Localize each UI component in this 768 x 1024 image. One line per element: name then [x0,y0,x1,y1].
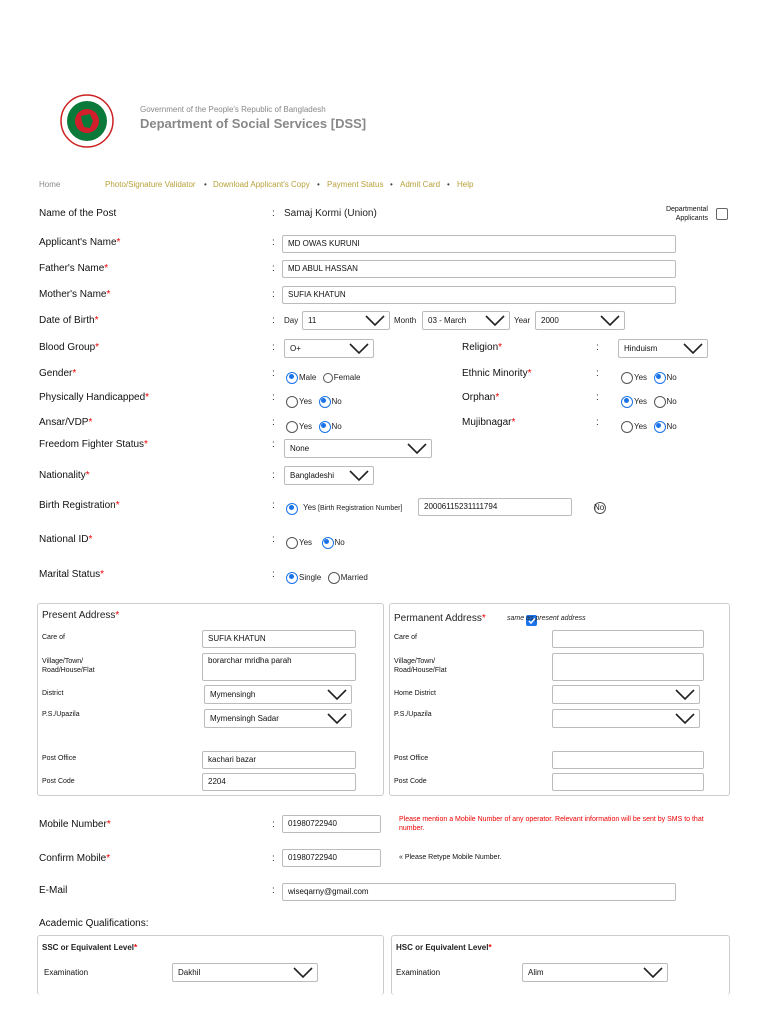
chevron-down-icon [293,966,313,979]
government-title: Government of the People's Republic of Bangladesh [140,105,326,114]
marital-options: Single Married [286,569,370,587]
year-label: Year [514,316,531,325]
present-pc-input[interactable]: 2204 [202,773,356,791]
present-district-select[interactable]: Mymensingh [204,685,352,704]
freedom-fighter-select[interactable]: None [284,439,432,458]
permanent-po-input[interactable] [552,751,704,769]
department-title: Department of Social Services [DSS] [140,116,367,131]
colon: : [596,368,599,379]
hsc-exam-select[interactable]: Alim [522,963,668,982]
permanent-po-label: Post Office [394,755,429,762]
mujibnagar-label: Mujibnagar* [462,417,516,428]
chevron-down-icon [365,314,385,327]
father-name-input[interactable]: MD ABUL HASSAN [282,260,676,278]
gender-male-radio[interactable] [286,372,298,384]
colon: : [272,417,275,428]
handicapped-label: Physically Handicapped* [39,392,150,403]
mobile-note: Please mention a Mobile Number of any operator. Relevant information will be sent by SMS to that number. [399,816,704,832]
ssc-exam-select[interactable]: Dakhil [172,963,318,982]
birth-registration-input[interactable]: 20006115231111794 [418,498,572,516]
birth-no-label: No [594,503,605,512]
permanent-careof-label: Care of [394,634,417,641]
confirm-mobile-label: Confirm Mobile* [39,853,111,864]
chevron-down-icon [485,314,505,327]
present-po-input[interactable]: kachari bazar [202,751,356,769]
colon: : [272,208,275,219]
departmental-label: Departmental Applicants [665,206,708,222]
hsc-title: HSC or Equivalent Level* [396,943,492,952]
present-ps-select[interactable]: Mymensingh Sadar [204,709,352,728]
mujib-no-radio[interactable] [654,421,666,433]
colon: : [272,853,275,864]
permanent-pc-input[interactable] [552,773,704,791]
post-label: Name of the Post [39,208,117,219]
hsc-exam-label: Examination [396,968,441,977]
chevron-down-icon [675,688,695,701]
colon: : [272,392,275,403]
nav-home[interactable]: Home [39,180,61,189]
permanent-village-label: Village/Town/ Road/House/Flat [394,658,447,674]
chevron-down-icon [349,469,369,482]
present-village-label: Village/Town/ Road/House/Flat [42,658,95,674]
ansar-yes-radio[interactable] [286,421,298,433]
colon: : [272,470,275,481]
permanent-careof-input[interactable] [552,630,704,648]
applicant-name-input[interactable]: MD OWAS KURUNI [282,235,676,253]
permanent-ps-label: P.S./Upazila [394,711,432,718]
nationality-select[interactable]: Bangladeshi [284,466,374,485]
gender-female-radio[interactable] [323,373,333,383]
chevron-down-icon [327,712,347,725]
mobile-input[interactable]: 01980722940 [282,815,381,833]
orphan-options: Yes No [621,393,679,411]
present-district-label: District [42,690,64,697]
marital-status-label: Marital Status* [39,569,105,580]
nav-help[interactable]: Help [457,180,474,189]
chevron-down-icon [683,342,703,355]
national-id-label: National ID* [39,534,93,545]
colon: : [272,315,275,326]
colon: : [272,819,275,830]
nationality-label: Nationality* [39,470,90,481]
permanent-village-textarea[interactable] [552,653,704,681]
handicap-no-radio[interactable] [319,396,331,408]
month-label: Month [394,316,417,325]
permanent-address-title: Permanent Address* [394,613,486,624]
present-po-label: Post Office [42,755,77,762]
gender-options: Male Female [286,369,362,387]
present-ps-label: P.S./Upazila [42,711,80,718]
colon: : [596,417,599,428]
permanent-district-label: Home District [394,690,437,697]
colon: : [272,368,275,379]
nav-separator: • [390,180,393,189]
religion-label: Religion* [462,342,503,353]
post-value: Samaj Kormi (Union) [284,208,377,219]
nav-download-copy[interactable]: Download Applicant's Copy [213,180,310,189]
father-label: Father's Name* [39,263,109,274]
colon: : [272,342,275,353]
ansar-no-radio[interactable] [319,421,331,433]
present-careof-label: Care of [42,634,65,641]
ethnic-no-radio[interactable] [654,372,666,384]
nav-payment-status[interactable]: Payment Status [327,180,384,189]
present-village-textarea[interactable]: borarchar mridha parah [202,653,356,681]
orphan-no-radio[interactable] [654,396,666,408]
same-as-present-label: same as present address [507,615,586,622]
dob-label: Date of Birth* [39,315,99,326]
permanent-pc-label: Post Code [394,778,427,785]
ssc-exam-label: Examination [44,968,89,977]
email-input[interactable]: wiseqarny@gmail.com [282,883,676,901]
permanent-district-select[interactable] [552,685,700,704]
ethnic-yes-radio[interactable] [621,372,633,384]
gender-label: Gender* [39,368,77,379]
mobile-label: Mobile Number* [39,819,111,830]
day-select[interactable]: 11 [302,311,390,330]
blood-group-label: Blood Group* [39,342,100,353]
colon: : [272,534,275,545]
colon: : [272,289,275,300]
nav-separator: • [447,180,450,189]
birth-yes-label: Yes [Birth Registration Number] [303,503,403,512]
ethnic-options: Yes No [621,369,679,387]
birth-yes-radio[interactable] [286,503,298,515]
orphan-yes-radio[interactable] [621,396,633,408]
mujib-options: Yes No [621,418,679,436]
nav-admit-card[interactable]: Admit Card [400,180,441,189]
mother-name-input[interactable]: SUFIA KHATUN [282,286,676,304]
present-address-title: Present Address* [42,610,120,621]
confirm-mobile-input[interactable]: 01980722940 [282,849,381,867]
nid-no-radio[interactable] [322,537,334,549]
ansar-label: Ansar/VDP* [39,417,93,428]
marital-single-radio[interactable] [286,572,298,584]
blood-group-select[interactable]: O+ [284,339,374,358]
colon: : [272,439,275,450]
mujib-yes-radio[interactable] [621,421,633,433]
chevron-down-icon [407,442,427,455]
year-select[interactable]: 2000 [535,311,625,330]
nav-separator: • [204,180,207,189]
colon: : [272,885,275,896]
ssc-title: SSC or Equivalent Level* [42,943,138,952]
chevron-down-icon [600,314,620,327]
applicant-label: Applicant's Name* [39,237,121,248]
colon: : [272,263,275,274]
freedom-fighter-label: Freedom Fighter Status* [39,439,148,450]
nid-options: Yes No [286,534,347,552]
permanent-ps-select[interactable] [552,709,700,728]
orphan-label: Orphan* [462,392,500,403]
month-select[interactable]: 03 - March [422,311,510,330]
colon: : [596,342,599,353]
birth-registration-label: Birth Registration* [39,500,120,511]
departmental-checkbox[interactable] [716,208,728,220]
colon: : [272,237,275,248]
chevron-down-icon [675,712,695,725]
handicap-options: Yes No [286,393,344,411]
present-pc-label: Post Code [42,778,75,785]
nav-photo-validator[interactable]: Photo/Signature Validator [105,180,196,189]
nav-separator: • [317,180,320,189]
handicap-yes-radio[interactable] [286,396,298,408]
mother-label: Mother's Name* [39,289,111,300]
day-label: Day [284,316,299,325]
email-label: E-Mail [39,885,68,896]
chevron-down-icon [349,342,369,355]
present-careof-input[interactable]: SUFIA KHATUN [202,630,356,648]
ethnic-minority-label: Ethnic Minority* [462,368,532,379]
dss-logo [60,94,114,148]
chevron-down-icon [643,966,663,979]
chevron-down-icon [327,688,347,701]
colon: : [596,392,599,403]
marital-married-radio[interactable] [328,572,340,584]
confirm-mobile-note: « Please Retype Mobile Number. [399,854,502,861]
ansar-options: Yes No [286,418,344,436]
colon: : [272,500,275,511]
nid-yes-radio[interactable] [286,537,298,549]
academic-title: Academic Qualifications: [39,918,149,929]
religion-select[interactable]: Hinduism [618,339,708,358]
colon: : [272,569,275,580]
